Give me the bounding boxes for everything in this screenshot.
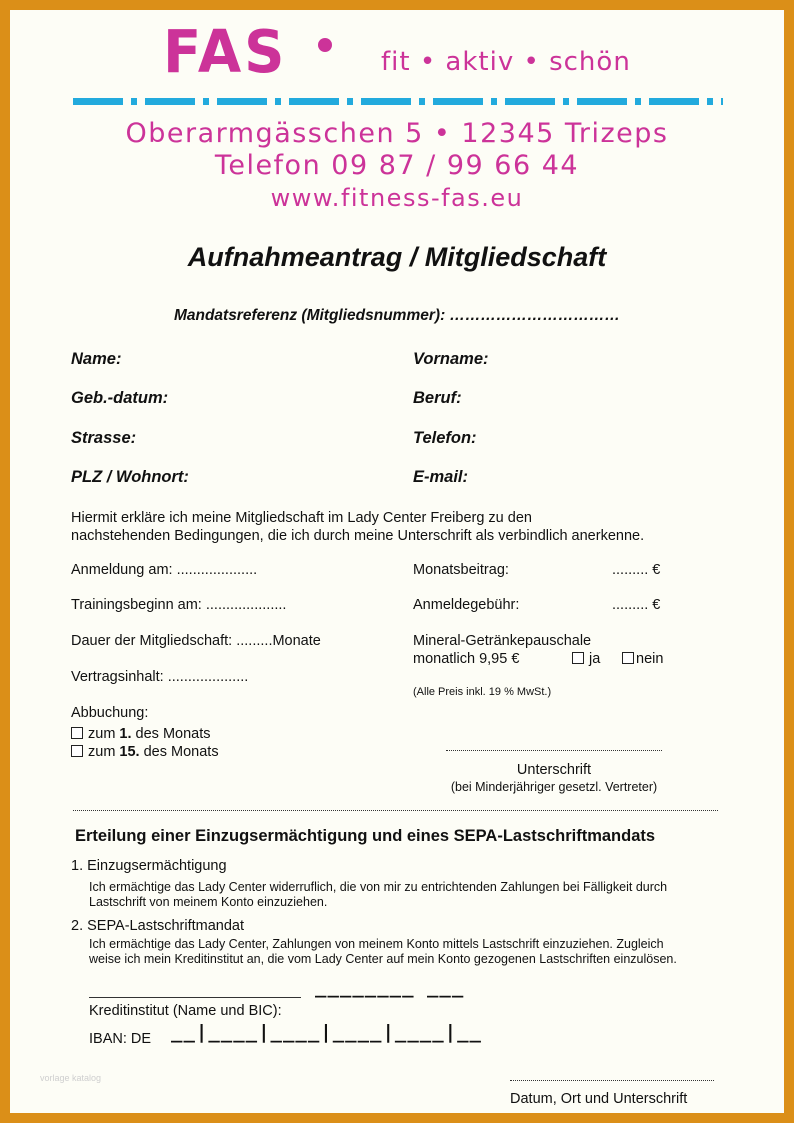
website: www.fitness-fas.eu [270,184,524,212]
price-note: (Alle Preis inkl. 19 % MwSt.) [413,686,552,698]
brand-dot [318,38,332,52]
anmeldegebuehr-label: Anmeldegebühr: [413,597,520,613]
phone: Telefon 09 87 / 99 66 44 [214,150,580,181]
option-text: zum [88,744,120,760]
kreditinstitut-label: Kreditinstitut (Name und BIC): [89,1003,282,1019]
field-profession[interactable]: Beruf: [413,389,462,407]
checkbox-icon[interactable] [71,745,83,757]
mineral-label: Mineral-Getränkepauschale [413,633,592,649]
signature-label: Unterschrift [516,762,592,778]
item1-text-2: Lastschrift von meinem Konto einzuziehen. [89,895,328,909]
item2-text-2: weise ich mein Kreditinstitut an, die vom Lady Center auf mein Konto gezogenen Lastschriften einzulösen. [89,952,677,966]
bank-name-line[interactable] [89,997,301,998]
iban-label: IBAN: DE [89,1031,152,1047]
bic-input[interactable]: ________ ___ [315,976,465,998]
field-street[interactable]: Strasse: [71,429,137,447]
date-signature-label: Datum, Ort und Unterschrift [510,1091,688,1107]
abbuchung-option-1[interactable] [71,726,211,742]
section-divider [73,810,718,811]
sepa-title: Erteilung einer Einzugsermächtigung und eines SEPA-Lastschriftmandats [75,827,656,845]
decorative-rule [73,98,723,105]
field-birthdate[interactable]: Geb.-datum: [71,389,169,407]
checkbox-nein[interactable] [622,651,663,667]
signature-note: (bei Minderjähriger gesetzl. Vertreter) [450,780,658,794]
declaration-line-1: Hiermit erkläre ich meine Mitgliedschaft im Lady Center Freiberg zu den [71,510,532,526]
item1-heading: 1. Einzugsermächtigung [71,858,227,874]
brand-logo: FAS [163,18,288,87]
signature-line[interactable] [446,750,662,751]
monatlich-label: monatlich 9,95 € [413,651,520,667]
monatsbeitrag-label: Monatsbeitrag: [413,562,509,578]
option-day: 1. [119,726,132,742]
field-firstname[interactable]: Vorname: [413,350,489,368]
item2-text-1: Ich ermächtige das Lady Center, Zahlungen von meinem Konto mittels Lastschrift einzuziehen. Zugleich [89,937,664,951]
checkbox-nein-label: nein [636,651,664,667]
field-zip-city[interactable]: PLZ / Wohnort: [71,468,189,486]
item2-heading: 2. SEPA-Lastschriftmandat [71,918,245,934]
dauer-field[interactable]: Dauer der Mitgliedschaft: .........Monate [71,633,321,649]
field-email[interactable]: E-mail: [413,468,469,486]
item1-text-1: Ich ermächtige das Lady Center widerruflich, die von mir zu entrichtenden Zahlungen bei Fälligkeit durch [89,880,668,894]
address: Oberarmgässchen 5 • 12345 Trizeps [125,118,669,149]
vertragsinhalt-field[interactable]: Vertragsinhalt: .................... [71,669,249,685]
trainingsbeginn-field[interactable]: Trainingsbeginn am: .................... [71,597,287,613]
option-text: des Monats [131,726,211,742]
option-text: zum [88,726,120,742]
declaration-line-2: nachstehenden Bedingungen, die ich durch meine Unterschrift als verbindlich anerkenne. [71,528,645,544]
abbuchung-option-15[interactable] [71,744,219,760]
anmeldung-field[interactable]: Anmeldung am: .................... [71,562,258,578]
option-text: des Monats [139,744,219,760]
field-phone[interactable]: Telefon: [413,429,477,447]
checkbox-ja-label: ja [589,651,601,667]
checkbox-icon[interactable] [622,652,634,664]
iban-input[interactable]: __|____|____|____|____|__ [171,1021,482,1043]
checkbox-icon[interactable] [71,727,83,739]
monatsbeitrag-value[interactable]: ......... € [612,562,661,578]
slogan: fit • aktiv • schön [381,47,631,77]
form-title: Aufnahmeantrag / Mitgliedschaft [187,242,607,272]
watermark: vorlage katalog [40,1073,102,1083]
checkbox-ja[interactable] [572,651,600,667]
field-name[interactable]: Name: [71,350,122,368]
date-signature-line[interactable] [510,1080,714,1081]
abbuchung-label: Abbuchung: [71,705,149,721]
checkbox-icon[interactable] [572,652,584,664]
anmeldegebuehr-value[interactable]: ......... € [612,597,661,613]
mandate-reference: Mandatsreferenz (Mitgliedsnummer): …………………………… [173,307,621,324]
option-day: 15. [119,744,140,760]
